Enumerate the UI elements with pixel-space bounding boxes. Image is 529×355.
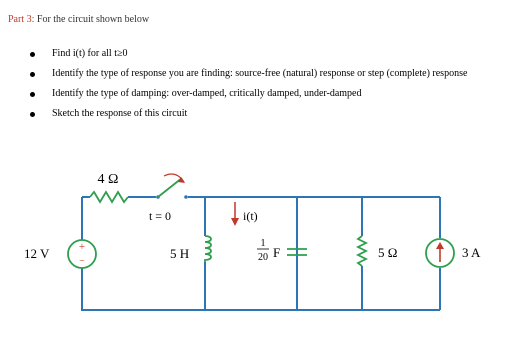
part-text: For the circuit shown below [36, 14, 150, 25]
resistor-4ohm-label: 4 Ω [97, 172, 119, 187]
switch-blade [158, 178, 182, 197]
resistor-4ohm [90, 192, 128, 202]
wire [82, 268, 440, 310]
current-label: i(t) [243, 209, 258, 223]
capacitor-numerator: 1 [260, 238, 266, 249]
task-item: Identify the type of response you are finding: source-free (natural) response or step (complete) response [30, 66, 520, 82]
current-arrowhead [231, 218, 239, 226]
switch-contact [184, 195, 188, 199]
inductor-label: 5 H [170, 246, 190, 261]
task-list [30, 46, 520, 126]
task-item: Find i(t) for all t≥0 [30, 46, 520, 62]
polarity-minus: − [79, 256, 85, 267]
voltage-source-label: 12 V [24, 246, 50, 261]
task-item: Identify the type of damping: over-damped, critically damped, under-damped [30, 86, 520, 102]
resistor-5ohm [358, 236, 366, 266]
circuit-diagram [0, 150, 529, 350]
inductor [205, 236, 211, 262]
part-heading [8, 14, 149, 25]
task-item: Sketch the response of this circuit [30, 106, 520, 122]
polarity-plus: + [78, 241, 86, 253]
resistor-5ohm-label: 5 Ω [378, 245, 398, 260]
capacitor-unit: F [273, 245, 281, 260]
current-source-label: 3 A [462, 245, 481, 260]
part-label: Part 3: [8, 14, 35, 25]
capacitor-denominator: 20 [258, 252, 268, 263]
switch-label: t = 0 [148, 209, 172, 223]
